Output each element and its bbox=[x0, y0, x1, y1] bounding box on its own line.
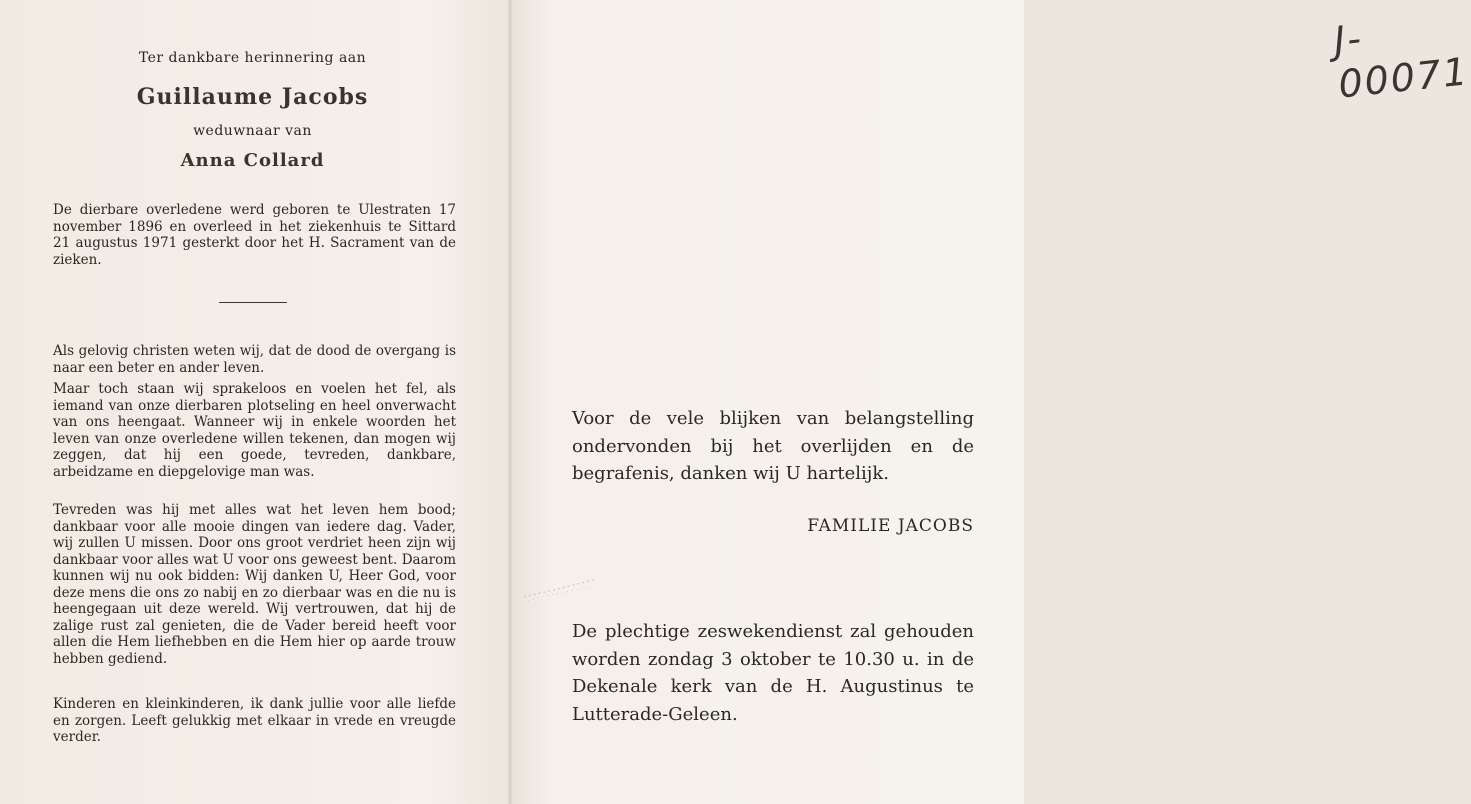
paragraph-gratitude: Tevreden was hij met alles wat het leven hem bood; dankbaar voor alle mooie dingen van iedere dag. Vader, wij zullen U missen. Door ons groot verdriet heen zijn wij dankbaar voor alles wat U voor ons geweest bent. Daarom kunnen wij nu ook bidden: Wij danken U, Heer God, voor deze mens die ons zo nabij en zo dierbaar was en die nu is heengegaan uit deze wereld. Wij vertrouwen, dat hij de zalige rust zal genieten, die de Vader bereid heeft voor allen die Hem liefhebben en die Hem hier op aarde trouw hebben gediend. bbox=[53, 502, 456, 667]
left-page bbox=[0, 0, 510, 804]
family-signature: FAMILIE JACOBS bbox=[807, 516, 974, 536]
service-announcement: De plechtige zeswekendienst zal gehouden worden zondag 3 oktober te 10.30 u. in de Dekenale kerk van de H. Augustinus te Lutterade-Geleen. bbox=[572, 621, 974, 725]
thanks-text: Voor de vele blijken van belangstelling ondervonden bij het overlijden en de begrafenis, danken wij U hartelijk. bbox=[572, 408, 974, 484]
deceased-name: Guillaume Jacobs bbox=[136, 84, 369, 110]
relation-text: weduwnaar van bbox=[193, 123, 312, 139]
biography: De dierbare overledene werd geboren te Ulestraten 17 november 1896 en overleed in het ziekenhuis te Sittard 21 augustus 1971 gesterkt door het H. Sacrament van de zieken. bbox=[53, 202, 456, 268]
paragraph-faith: Als gelovig christen weten wij, dat de dood de overgang is naar een beter en ander leven. bbox=[53, 343, 456, 376]
spouse-name: Anna Collard bbox=[180, 150, 325, 171]
paragraph-loss: Maar toch staan wij sprakeloos en voelen het fel, als iemand van onze dierbaren plotseling en heel onverwacht van ons heengaat. Wanneer wij in enkele woorden het leven van onze overledene willen tekenen, dan mogen wij zeggen, dat hij een goede, tevreden, dankbare, arbeidzame en diepgelovige man was. bbox=[53, 381, 456, 480]
paragraph-farewell: Kinderen en kleinkinderen, ik dank jullie voor alle liefde en zorgen. Leeft gelukkig met elkaar in vrede en vreugde verder. bbox=[53, 696, 456, 745]
divider bbox=[219, 302, 287, 303]
handwritten-annotation: J-00071 bbox=[1331, 16, 1471, 107]
page-fold bbox=[508, 0, 512, 804]
intro-text: Ter dankbare herinnering aan bbox=[138, 50, 367, 66]
ink-smudge bbox=[520, 575, 600, 603]
